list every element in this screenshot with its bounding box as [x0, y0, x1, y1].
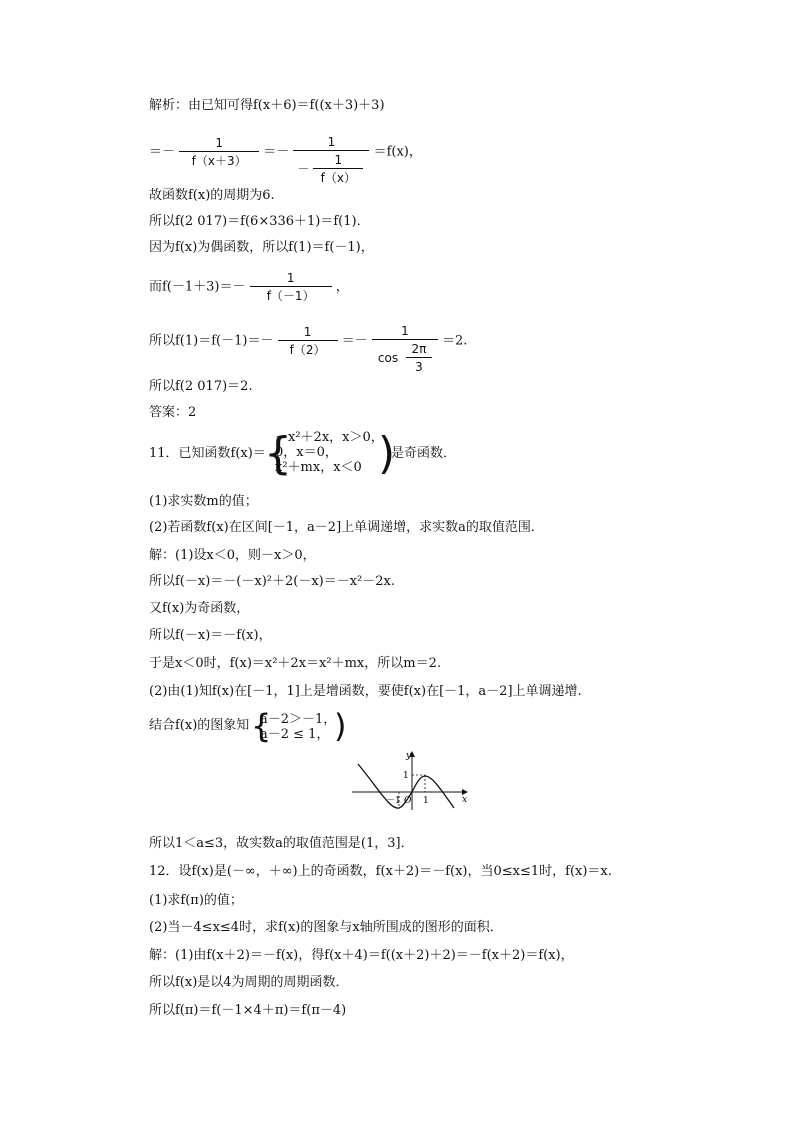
numerator: 1: [401, 324, 409, 338]
q11-sol-line5: 于是x＜0时，f(x)＝x²＋2x＝x²＋mx，所以m＝2.: [149, 656, 441, 671]
denominator: f（x）: [313, 168, 363, 186]
q11-cases: [275, 430, 384, 475]
minus: －: [297, 161, 310, 176]
denominator: f（2）: [278, 340, 338, 358]
case-1: －x²＋2x，x＞0，: [275, 430, 384, 445]
complex-fraction: [293, 134, 369, 186]
condition-1: a－2＞－1，: [260, 712, 337, 727]
sol10-line5: 因为f(x)为偶函数，所以f(1)＝f(－1)，: [149, 240, 374, 255]
denominator: 3: [406, 357, 432, 375]
fraction: [179, 135, 259, 169]
numerator: 1: [215, 136, 223, 150]
text: ＝－: [149, 144, 176, 160]
text: 所以f(1)＝f(－1)＝－: [149, 333, 274, 349]
fraction: [278, 324, 338, 358]
q12-part1: (1)求f(π)的值；: [149, 893, 243, 908]
denominator: [293, 150, 369, 186]
q11-sol-line6: (2)由(1)知f(x)在[－1，1]上是增函数，要使f(x)在[－1，a－2]上单调递增.: [149, 684, 582, 699]
q11-stem-b: 是奇函数．: [391, 446, 457, 461]
denominator: f（－1）: [250, 286, 332, 304]
denominator: f（x＋3）: [179, 151, 259, 169]
sol10-line4: 所以f(2 017)＝f(6×336＋1)＝f(1)．: [149, 214, 370, 229]
cos: cos: [377, 351, 399, 365]
numerator: 1: [303, 325, 312, 339]
tick-y-1: 1: [403, 771, 409, 781]
q12-sol-line2: 所以f(x)是以4为周期的周期函数．: [149, 975, 349, 990]
q12-part2: (2)当－4≤x≤4时，求f(x)的图象与x轴所围成的图形的面积．: [149, 920, 503, 935]
q11-sol-line1: 解：(1)设x＜0，则－x＞0，: [149, 548, 316, 563]
q11-sol-line7: 结合f(x)的图象知: [149, 718, 250, 733]
right-paren: ): [378, 428, 396, 479]
q12-sol-line1: 解：(1)由f(x＋2)＝－f(x)，得f(x＋4)＝f((x＋2)＋2)＝－f(x＋2)＝f(x)，: [149, 948, 574, 963]
sol10-line8: 所以f(2 017)＝2.: [149, 379, 253, 394]
sol10-line6: [149, 270, 349, 304]
answer: 答案：2: [149, 405, 197, 420]
q11-conditions: [260, 712, 336, 742]
y-label: y: [406, 751, 412, 761]
q12-sol-line3: 所以f(π)＝f(－1×4＋π)＝f(π－4): [149, 1003, 347, 1018]
text: ＝f(x)，: [373, 144, 422, 160]
numerator: 1: [286, 271, 295, 285]
tick-x-neg1: －1: [386, 796, 401, 806]
text: ＝2.: [442, 333, 468, 349]
sol10-line2: [149, 126, 422, 185]
origin-label: O: [404, 796, 412, 806]
sol10-line3: 故函数f(x)的周期为6.: [149, 188, 275, 203]
numerator: 1: [334, 153, 343, 167]
q11-stem-a: 11．已知函数f(x)＝: [149, 446, 266, 461]
sol10-line1: 解析：由已知可得f(x＋6)＝f((x＋3)＋3): [149, 98, 385, 113]
case-3: x²＋mx，x＜0: [275, 460, 362, 475]
function-graph: [348, 748, 478, 812]
fraction: [372, 323, 438, 375]
x-label: x: [462, 795, 468, 805]
left-brace: {: [264, 428, 292, 479]
q11-sol-line8: 所以1＜a≤3，故实数a的取值范围是(1，3]．: [149, 836, 414, 851]
q11-part1: (1)求实数m的值；: [149, 494, 258, 509]
case-2: 0，x＝0，: [275, 445, 338, 460]
text: ，: [335, 279, 349, 295]
condition-2: a－2 ≤ 1，: [260, 727, 330, 742]
inner-fraction: [406, 341, 432, 375]
q12-stem: 12．设f(x)是(－∞，＋∞)上的奇函数，f(x＋2)＝－f(x)，当0≤x≤1时，f(x)＝x.: [149, 864, 612, 879]
right-paren: ): [334, 707, 347, 745]
text: 而f(－1＋3)＝－: [149, 279, 246, 295]
fraction: [250, 270, 332, 304]
inner-fraction: [313, 152, 363, 186]
q11-part2: (2)若函数f(x)在区间[－1，a－2]上单调递增，求实数a的取值范围．: [149, 520, 544, 535]
tick-x-1: 1: [423, 796, 429, 806]
text: ＝－: [341, 333, 368, 349]
q11-sol-line2: 所以f(－x)＝－(－x)²＋2(－x)＝－x²－2x.: [149, 574, 395, 589]
numerator: 1: [327, 135, 336, 149]
q11-sol-line4: 所以f(－x)＝－f(x)，: [149, 628, 272, 643]
q11-sol-line3: 又f(x)为奇函数，: [149, 601, 250, 616]
denominator: [372, 339, 438, 375]
left-brace: {: [251, 707, 272, 745]
numerator: 2π: [411, 342, 427, 356]
text: ＝－: [263, 144, 290, 160]
sol10-line7: [149, 315, 468, 374]
